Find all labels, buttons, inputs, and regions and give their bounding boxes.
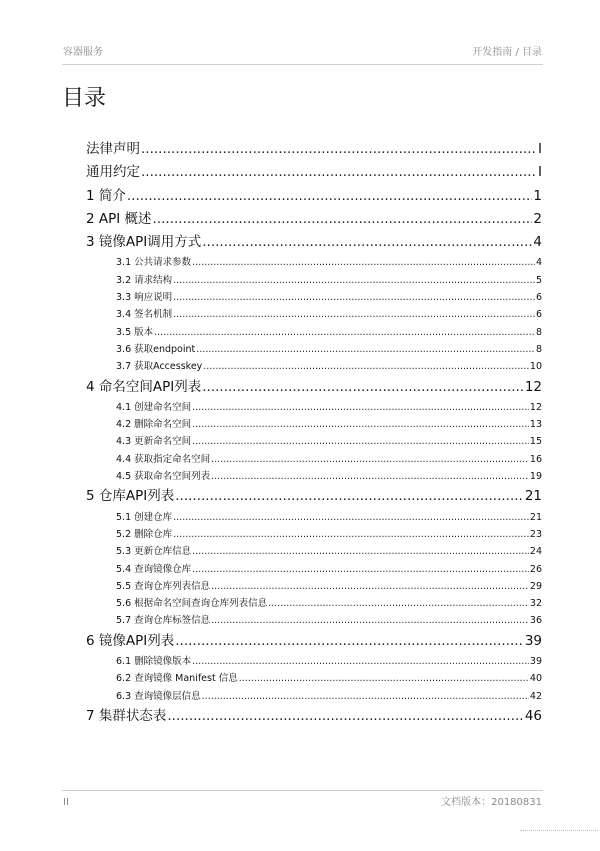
toc-section-entry[interactable] <box>86 399 542 416</box>
toc-leader-dots <box>211 578 529 595</box>
toc-chapter-entry[interactable] <box>86 231 542 254</box>
toc-leader-dots <box>192 399 529 416</box>
toc-leader-dots <box>211 468 529 485</box>
toc-chapter-entry[interactable] <box>86 705 542 728</box>
toc-entry-page: 19 <box>529 471 542 483</box>
toc-entry-title: 5.1 创建仓库 <box>116 511 173 523</box>
toc-entry-title: 4.2 删除命名空间 <box>116 419 192 431</box>
toc-entry-title: 4.5 获取命名空间列表 <box>116 471 211 483</box>
toc-entry-page: 13 <box>529 419 542 431</box>
toc-leader-dots <box>192 561 529 578</box>
toc-leader-dots <box>211 612 529 629</box>
toc-entry-page: 16 <box>529 453 542 465</box>
toc-leader-dots <box>141 138 537 161</box>
running-header-section: 开发指南 / 目录 <box>472 47 542 58</box>
toc-leader-dots <box>192 416 529 433</box>
toc-entry-title: 5.4 查询镜像仓库 <box>116 563 192 575</box>
toc-section-entry[interactable] <box>86 341 542 358</box>
toc-section-entry[interactable] <box>86 416 542 433</box>
toc-section-entry[interactable] <box>86 254 542 271</box>
toc-leader-dots <box>202 231 532 254</box>
toc-leader-dots <box>175 630 524 653</box>
toc-entry-title: 3.6 获取endpoint <box>116 343 196 355</box>
toc-entry-page: 39 <box>524 632 542 649</box>
toc-chapter-entry[interactable] <box>86 161 542 184</box>
toc-entry-title: 4.1 创建命名空间 <box>116 401 192 413</box>
toc-entry-page: 5 <box>535 274 542 286</box>
toc-entry-page: 23 <box>529 528 542 540</box>
toc-section-entry[interactable] <box>86 289 542 306</box>
toc-entry-title: 1 简介 <box>86 187 126 204</box>
toc-entry-page: 46 <box>524 707 542 724</box>
toc-entry-title: 3 镜像API调用方式 <box>86 234 202 251</box>
toc-entry-page: 15 <box>529 436 542 448</box>
toc-entry-page: 26 <box>529 563 542 575</box>
running-header-product: 容器服务 <box>63 47 103 58</box>
document-version: 文档版本：20180831 <box>441 797 542 808</box>
page-number: II <box>63 797 69 808</box>
toc-entry-title: 4 命名空间API列表 <box>86 378 202 395</box>
toc-entry-page: 12 <box>529 401 542 413</box>
toc-entry-title: 3.4 签名机制 <box>116 309 173 321</box>
toc-entry-title: 5 仓库API列表 <box>86 488 175 505</box>
toc-section-entry[interactable] <box>86 688 542 705</box>
toc-section-entry[interactable] <box>86 433 542 450</box>
toc-entry-title: 5.6 根据命名空间查询仓库列表信息 <box>116 598 268 610</box>
toc-entry-title: 通用约定 <box>86 164 140 181</box>
toc-section-entry[interactable] <box>86 451 542 468</box>
toc-leader-dots <box>154 324 535 341</box>
toc-entry-title: 3.3 响应说明 <box>116 292 173 304</box>
toc-section-entry[interactable] <box>86 526 542 543</box>
toc-section-entry[interactable] <box>86 561 542 578</box>
toc-entry-page: 36 <box>529 615 542 627</box>
toc-leader-dots <box>196 341 535 358</box>
toc-entry-title: 3.7 获取Accesskey <box>116 361 203 373</box>
toc-leader-dots <box>141 161 537 184</box>
toc-entry-page: 2 <box>533 210 542 227</box>
toc-section-entry[interactable] <box>86 653 542 670</box>
page-edge-marks <box>520 830 598 837</box>
toc-leader-dots <box>211 451 529 468</box>
toc-leader-dots <box>239 670 529 687</box>
toc-chapter-entry[interactable] <box>86 185 542 208</box>
header-divider <box>62 64 543 65</box>
toc-section-entry[interactable] <box>86 468 542 485</box>
toc-section-entry[interactable] <box>86 509 542 526</box>
toc-entry-page: 4 <box>533 234 542 251</box>
toc-entry-title: 4.4 获取指定命名空间 <box>116 453 211 465</box>
toc-leader-dots <box>203 358 529 375</box>
toc-leader-dots <box>173 289 535 306</box>
toc-leader-dots <box>192 254 535 271</box>
toc-entry-title: 2 API 概述 <box>86 210 152 227</box>
toc-entry-page: 1 <box>533 187 542 204</box>
toc-leader-dots <box>175 485 524 508</box>
toc-entry-title: 5.7 查询仓库标签信息 <box>116 615 211 627</box>
toc-leader-dots <box>192 543 529 560</box>
toc-leader-dots <box>167 705 523 728</box>
toc-section-entry[interactable] <box>86 306 542 323</box>
toc-section-entry[interactable] <box>86 595 542 612</box>
toc-entry-title: 6.1 删除镜像版本 <box>116 656 192 668</box>
toc-entry-page: 8 <box>535 343 542 355</box>
toc-entry-title: 法律声明 <box>86 141 140 157</box>
table-of-contents <box>86 138 542 728</box>
footer-divider <box>62 790 543 791</box>
toc-chapter-entry[interactable] <box>86 376 542 399</box>
toc-section-entry[interactable] <box>86 324 542 341</box>
toc-chapter-entry[interactable] <box>86 630 542 653</box>
toc-leader-dots <box>173 272 535 289</box>
toc-leader-dots <box>268 595 529 612</box>
toc-entry-page: 29 <box>529 580 542 592</box>
toc-entry-page: 32 <box>529 598 542 610</box>
toc-entry-title: 3.1 公共请求参数 <box>116 257 192 269</box>
toc-entry-title: 4.3 更新命名空间 <box>116 436 192 448</box>
toc-leader-dots <box>173 526 529 543</box>
toc-entry-page: I <box>538 141 542 157</box>
toc-entry-page: 24 <box>529 546 542 558</box>
toc-leader-dots <box>192 653 529 670</box>
toc-entry-title: 5.5 查询仓库列表信息 <box>116 580 211 592</box>
toc-section-entry[interactable] <box>86 358 542 375</box>
toc-entry-page: 4 <box>535 257 542 269</box>
toc-section-entry[interactable] <box>86 272 542 289</box>
toc-entry-title: 5.3 更新仓库信息 <box>116 546 192 558</box>
toc-leader-dots <box>153 208 533 231</box>
toc-entry-page: 6 <box>535 309 542 321</box>
toc-section-entry[interactable] <box>86 612 542 629</box>
toc-entry-page: 21 <box>524 488 542 505</box>
toc-entry-page: 12 <box>524 378 542 395</box>
toc-entry-page: 10 <box>529 361 542 373</box>
toc-entry-page: 39 <box>529 656 542 668</box>
toc-entry-title: 3.2 请求结构 <box>116 274 173 286</box>
page-title: 目录 <box>62 86 107 111</box>
toc-leader-dots <box>202 688 529 705</box>
toc-leader-dots <box>173 509 529 526</box>
toc-entry-title: 6.3 查询镜像层信息 <box>116 690 201 702</box>
toc-entry-title: 7 集群状态表 <box>86 707 167 724</box>
toc-section-entry[interactable] <box>86 670 542 687</box>
toc-entry-page: 40 <box>529 673 542 685</box>
toc-entry-title: 3.5 版本 <box>116 326 154 338</box>
toc-chapter-entry[interactable] <box>86 208 542 231</box>
toc-entry-title: 6.2 查询镜像 Manifest 信息 <box>116 673 238 685</box>
toc-leader-dots <box>192 433 529 450</box>
toc-entry-page: 21 <box>529 511 542 523</box>
toc-leader-dots <box>127 185 533 208</box>
toc-entry-title: 5.2 删除仓库 <box>116 528 173 540</box>
toc-leader-dots <box>173 306 535 323</box>
toc-entry-title: 6 镜像API列表 <box>86 632 175 649</box>
toc-chapter-entry[interactable] <box>86 138 542 161</box>
toc-entry-page: I <box>538 164 542 181</box>
toc-chapter-entry[interactable] <box>86 485 542 508</box>
toc-entry-page: 42 <box>529 690 542 702</box>
toc-section-entry[interactable] <box>86 543 542 560</box>
toc-entry-page: 8 <box>535 326 542 338</box>
toc-leader-dots <box>202 376 524 399</box>
toc-entry-page: 6 <box>535 292 542 304</box>
toc-section-entry[interactable] <box>86 578 542 595</box>
